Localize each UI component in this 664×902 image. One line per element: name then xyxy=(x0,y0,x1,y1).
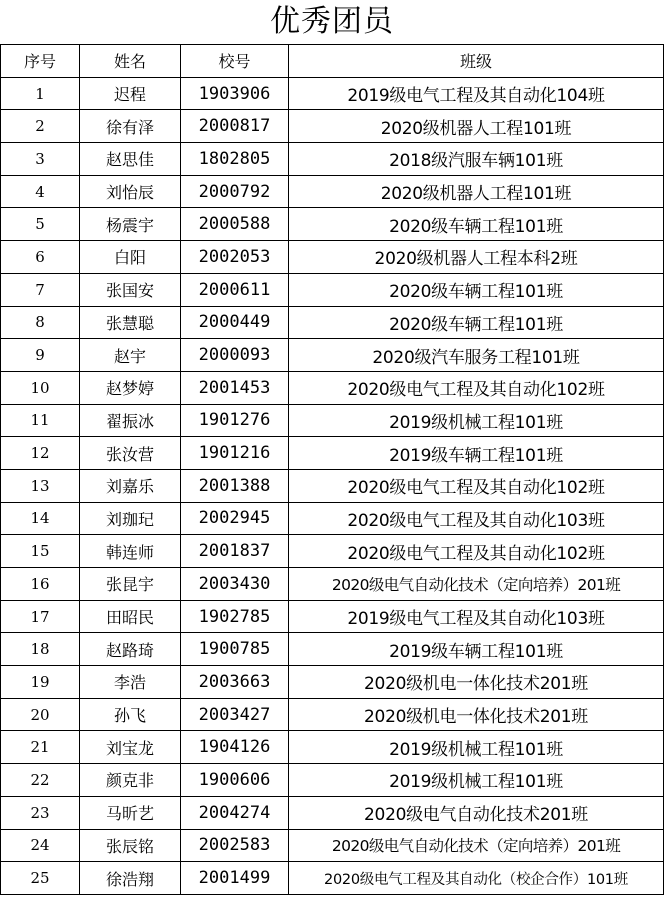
cell-class: 2020级车辆工程101班 xyxy=(289,273,664,306)
cell-no: 18 xyxy=(1,633,80,666)
cell-id: 2002053 xyxy=(181,241,289,274)
cell-name: 赵路琦 xyxy=(80,633,181,666)
cell-id: 2002945 xyxy=(181,502,289,535)
cell-id: 2000611 xyxy=(181,273,289,306)
table-row xyxy=(1,273,664,306)
cell-name: 李浩 xyxy=(80,666,181,699)
header-name: 姓名 xyxy=(80,45,181,78)
cell-name: 刘珈玘 xyxy=(80,502,181,535)
cell-class: 2019级车辆工程101班 xyxy=(289,633,664,666)
table-body xyxy=(1,77,664,894)
cell-id: 1901216 xyxy=(181,437,289,470)
cell-class: 2020级机器人工程本科2班 xyxy=(289,241,664,274)
cell-class: 2020级电气工程及其自动化102班 xyxy=(289,535,664,568)
cell-name: 赵思佳 xyxy=(80,143,181,176)
cell-name: 翟振冰 xyxy=(80,404,181,437)
table-row xyxy=(1,764,664,797)
cell-class: 2020级机器人工程101班 xyxy=(289,110,664,143)
table-row xyxy=(1,568,664,601)
cell-id: 1901276 xyxy=(181,404,289,437)
cell-no: 2 xyxy=(1,110,80,143)
cell-no: 13 xyxy=(1,469,80,502)
cell-id: 2004274 xyxy=(181,796,289,829)
cell-name: 张汝营 xyxy=(80,437,181,470)
table-row xyxy=(1,469,664,502)
cell-name: 赵宇 xyxy=(80,339,181,372)
cell-id: 1900785 xyxy=(181,633,289,666)
cell-no: 8 xyxy=(1,306,80,339)
cell-name: 张慧聪 xyxy=(80,306,181,339)
cell-no: 22 xyxy=(1,764,80,797)
cell-class: 2020级电气工程及其自动化（校企合作）101班 xyxy=(289,862,664,895)
cell-name: 张辰铭 xyxy=(80,829,181,862)
table-row xyxy=(1,829,664,862)
table-row xyxy=(1,339,664,372)
cell-no: 1 xyxy=(1,77,80,110)
cell-name: 杨震宇 xyxy=(80,208,181,241)
table-row xyxy=(1,862,664,895)
table-row xyxy=(1,796,664,829)
table-row xyxy=(1,241,664,274)
table-row xyxy=(1,437,664,470)
table-row xyxy=(1,535,664,568)
cell-id: 1904126 xyxy=(181,731,289,764)
cell-no: 19 xyxy=(1,666,80,699)
cell-class: 2019级机械工程101班 xyxy=(289,764,664,797)
table-row xyxy=(1,502,664,535)
cell-name: 刘怡辰 xyxy=(80,175,181,208)
table-row xyxy=(1,731,664,764)
cell-class: 2019级机械工程101班 xyxy=(289,731,664,764)
cell-class: 2020级电气自动化技术201班 xyxy=(289,796,664,829)
header-id: 校号 xyxy=(181,45,289,78)
cell-id: 2001837 xyxy=(181,535,289,568)
table-row xyxy=(1,371,664,404)
cell-name: 田昭民 xyxy=(80,600,181,633)
cell-name: 徐浩翔 xyxy=(80,862,181,895)
cell-class: 2020级汽车服务工程101班 xyxy=(289,339,664,372)
cell-no: 14 xyxy=(1,502,80,535)
cell-class: 2020级车辆工程101班 xyxy=(289,208,664,241)
cell-name: 刘宝龙 xyxy=(80,731,181,764)
cell-id: 2003430 xyxy=(181,568,289,601)
header-no: 序号 xyxy=(1,45,80,78)
cell-no: 23 xyxy=(1,796,80,829)
cell-class: 2020级电气自动化技术（定向培养）201班 xyxy=(289,568,664,601)
cell-no: 3 xyxy=(1,143,80,176)
cell-id: 2003427 xyxy=(181,698,289,731)
cell-class: 2018级汽服车辆101班 xyxy=(289,143,664,176)
cell-no: 9 xyxy=(1,339,80,372)
cell-no: 4 xyxy=(1,175,80,208)
cell-no: 17 xyxy=(1,600,80,633)
cell-class: 2020级电气自动化技术（定向培养）201班 xyxy=(289,829,664,862)
cell-name: 孙飞 xyxy=(80,698,181,731)
cell-class: 2019级机械工程101班 xyxy=(289,404,664,437)
cell-no: 7 xyxy=(1,273,80,306)
cell-id: 2001388 xyxy=(181,469,289,502)
cell-name: 徐有泽 xyxy=(80,110,181,143)
table-row xyxy=(1,306,664,339)
cell-class: 2019级车辆工程101班 xyxy=(289,437,664,470)
cell-no: 25 xyxy=(1,862,80,895)
table-row xyxy=(1,698,664,731)
header-class: 班级 xyxy=(289,45,664,78)
table-row xyxy=(1,208,664,241)
cell-class: 2020级电气工程及其自动化102班 xyxy=(289,371,664,404)
cell-no: 5 xyxy=(1,208,80,241)
cell-class: 2020级机电一体化技术201班 xyxy=(289,698,664,731)
table-row xyxy=(1,404,664,437)
cell-name: 迟程 xyxy=(80,77,181,110)
cell-class: 2019级电气工程及其自动化103班 xyxy=(289,600,664,633)
cell-no: 10 xyxy=(1,371,80,404)
cell-name: 韩连师 xyxy=(80,535,181,568)
table-row xyxy=(1,633,664,666)
cell-name: 刘嘉乐 xyxy=(80,469,181,502)
cell-id: 2000588 xyxy=(181,208,289,241)
cell-id: 1902785 xyxy=(181,600,289,633)
table-row xyxy=(1,666,664,699)
cell-id: 2003663 xyxy=(181,666,289,699)
cell-no: 21 xyxy=(1,731,80,764)
cell-id: 2001499 xyxy=(181,862,289,895)
cell-no: 11 xyxy=(1,404,80,437)
cell-class: 2020级机器人工程101班 xyxy=(289,175,664,208)
cell-no: 12 xyxy=(1,437,80,470)
cell-name: 张昆宇 xyxy=(80,568,181,601)
table-header-row xyxy=(1,45,664,78)
cell-no: 24 xyxy=(1,829,80,862)
cell-class: 2020级电气工程及其自动化102班 xyxy=(289,469,664,502)
cell-id: 2000792 xyxy=(181,175,289,208)
cell-id: 1903906 xyxy=(181,77,289,110)
table-row xyxy=(1,175,664,208)
cell-id: 2002583 xyxy=(181,829,289,862)
cell-name: 白阳 xyxy=(80,241,181,274)
cell-id: 2001453 xyxy=(181,371,289,404)
table-row xyxy=(1,600,664,633)
cell-name: 马昕艺 xyxy=(80,796,181,829)
cell-id: 2000817 xyxy=(181,110,289,143)
cell-name: 颜克非 xyxy=(80,764,181,797)
cell-no: 6 xyxy=(1,241,80,274)
cell-id: 2000093 xyxy=(181,339,289,372)
cell-no: 15 xyxy=(1,535,80,568)
table-row xyxy=(1,77,664,110)
table-row xyxy=(1,143,664,176)
cell-no: 20 xyxy=(1,698,80,731)
cell-class: 2020级机电一体化技术201班 xyxy=(289,666,664,699)
cell-name: 赵梦婷 xyxy=(80,371,181,404)
cell-no: 16 xyxy=(1,568,80,601)
cell-class: 2020级车辆工程101班 xyxy=(289,306,664,339)
cell-name: 张国安 xyxy=(80,273,181,306)
cell-class: 2020级电气工程及其自动化103班 xyxy=(289,502,664,535)
table-row xyxy=(1,110,664,143)
member-table xyxy=(0,44,664,895)
document-title: 优秀团员 xyxy=(270,4,394,39)
cell-class: 2019级电气工程及其自动化104班 xyxy=(289,77,664,110)
cell-id: 1900606 xyxy=(181,764,289,797)
cell-id: 1802805 xyxy=(181,143,289,176)
cell-id: 2000449 xyxy=(181,306,289,339)
